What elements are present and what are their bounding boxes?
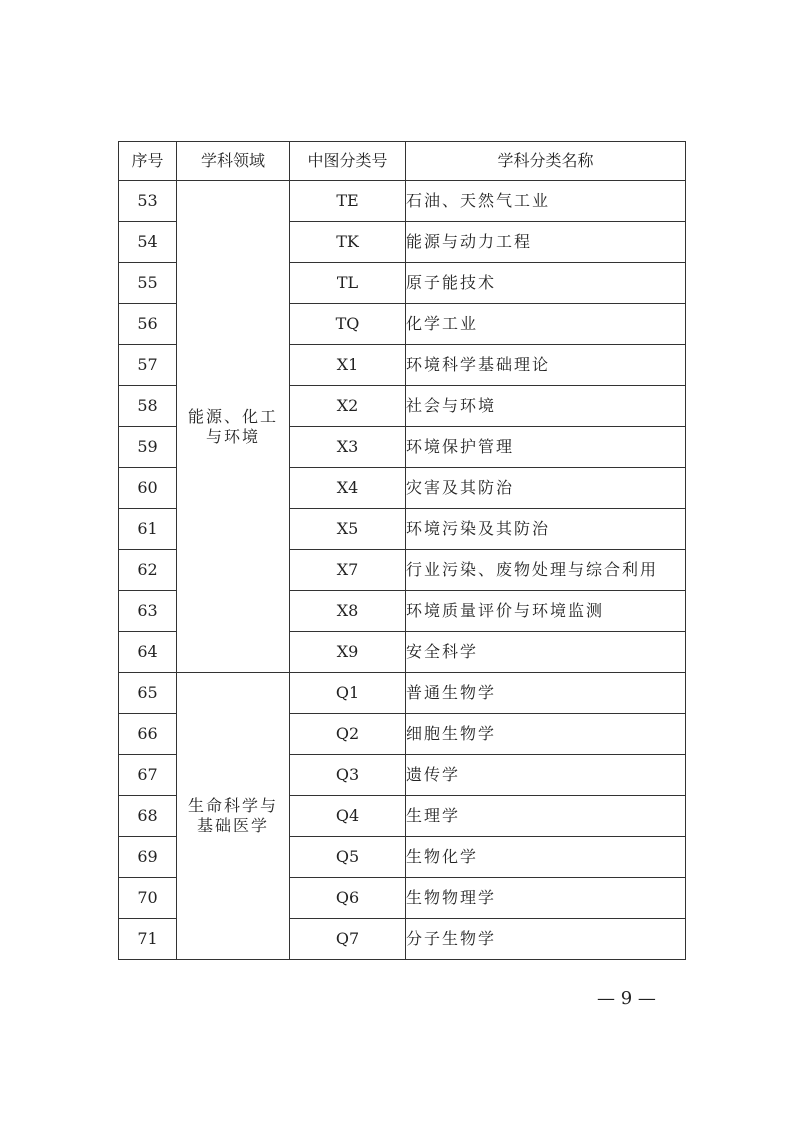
row-seq: 53: [119, 181, 177, 222]
row-seq: 68: [119, 796, 177, 837]
row-class-name: 原子能技术: [406, 263, 686, 304]
subject-classification-table: [118, 141, 686, 960]
row-seq: 66: [119, 714, 177, 755]
subject-field-line: 与环境: [205, 426, 260, 446]
row-class-name: 分子生物学: [406, 919, 686, 960]
row-class-name: 社会与环境: [406, 386, 686, 427]
row-class-code: TQ: [290, 304, 406, 345]
row-seq: 56: [119, 304, 177, 345]
row-class-name: 能源与动力工程: [406, 222, 686, 263]
row-class-name: 普通生物学: [406, 673, 686, 714]
row-seq: 64: [119, 632, 177, 673]
row-seq: 67: [119, 755, 177, 796]
row-seq: 59: [119, 427, 177, 468]
header-name: 学科分类名称: [406, 142, 686, 181]
row-seq: 54: [119, 222, 177, 263]
row-seq: 71: [119, 919, 177, 960]
row-seq: 55: [119, 263, 177, 304]
row-class-code: Q2: [290, 714, 406, 755]
row-class-code: X3: [290, 427, 406, 468]
page-number: — 9 —: [597, 988, 656, 1009]
header-row: [119, 142, 686, 181]
row-class-name: 环境污染及其防治: [406, 509, 686, 550]
row-class-code: TK: [290, 222, 406, 263]
row-class-name: 安全科学: [406, 632, 686, 673]
row-seq: 61: [119, 509, 177, 550]
row-class-name: 行业污染、废物处理与综合利用: [406, 550, 686, 591]
table-row: [119, 673, 686, 714]
row-class-code: X8: [290, 591, 406, 632]
row-class-name: 环境保护管理: [406, 427, 686, 468]
row-class-code: Q3: [290, 755, 406, 796]
row-class-code: Q6: [290, 878, 406, 919]
row-class-code: X5: [290, 509, 406, 550]
row-seq: 58: [119, 386, 177, 427]
subject-field-line: 能源、化工: [187, 406, 278, 426]
row-class-code: X7: [290, 550, 406, 591]
row-class-code: Q1: [290, 673, 406, 714]
row-seq: 63: [119, 591, 177, 632]
row-seq: 69: [119, 837, 177, 878]
row-seq: 65: [119, 673, 177, 714]
row-class-name: 生物化学: [406, 837, 686, 878]
header-seq: 序号: [119, 142, 177, 181]
row-class-code: X4: [290, 468, 406, 509]
row-class-code: Q7: [290, 919, 406, 960]
subject-field-line: 基础医学: [196, 816, 269, 835]
row-class-code: TL: [290, 263, 406, 304]
row-class-code: Q5: [290, 837, 406, 878]
row-class-name: 石油、天然气工业: [406, 181, 686, 222]
subject-field-cell: [177, 181, 290, 673]
table-body: [119, 181, 686, 960]
row-class-name: 环境科学基础理论: [406, 345, 686, 386]
row-seq: 57: [119, 345, 177, 386]
row-seq: 62: [119, 550, 177, 591]
row-class-name: 生理学: [406, 796, 686, 837]
table-header: [119, 142, 686, 181]
row-seq: 60: [119, 468, 177, 509]
row-class-code: X1: [290, 345, 406, 386]
subject-field-cell: [177, 673, 290, 960]
header-code: 中图分类号: [290, 142, 406, 181]
row-class-name: 生物物理学: [406, 878, 686, 919]
row-class-code: X2: [290, 386, 406, 427]
subject-field-line: 生命科学与: [187, 796, 278, 815]
row-class-code: TE: [290, 181, 406, 222]
row-class-name: 遗传学: [406, 755, 686, 796]
row-seq: 70: [119, 878, 177, 919]
header-field: 学科领域: [177, 142, 290, 181]
row-class-name: 环境质量评价与环境监测: [406, 591, 686, 632]
table-row: [119, 181, 686, 222]
row-class-name: 化学工业: [406, 304, 686, 345]
row-class-name: 灾害及其防治: [406, 468, 686, 509]
row-class-code: Q4: [290, 796, 406, 837]
row-class-code: X9: [290, 632, 406, 673]
row-class-name: 细胞生物学: [406, 714, 686, 755]
